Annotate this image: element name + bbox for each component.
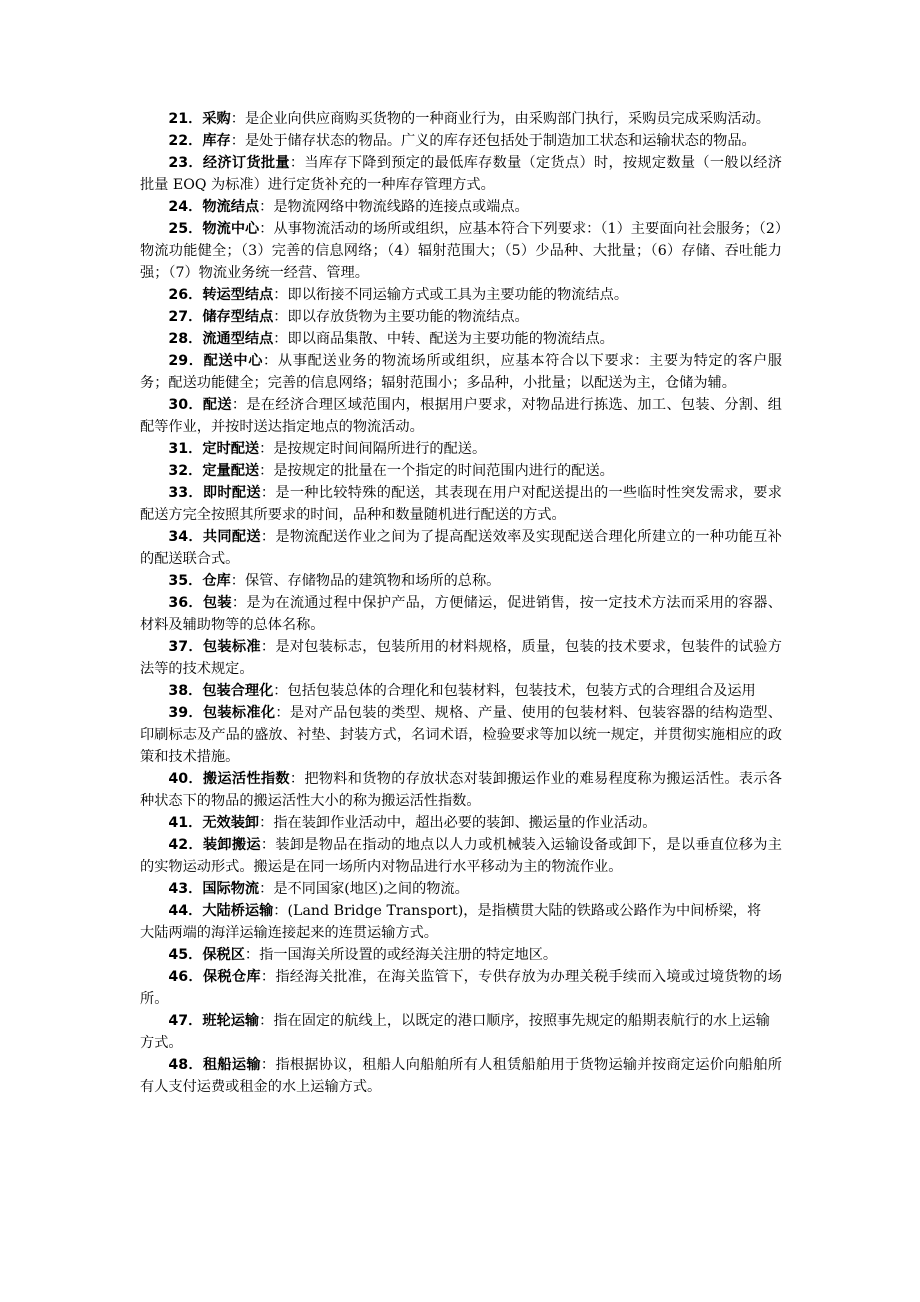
entry-definition: 当库存下降到预定的最低库存数量（定货点）时，按规定数量（一般以经济批量 EOQ 为标准）进行定货补充的一种库存管理方式。: [140, 155, 782, 193]
entry-term: 班轮运输: [202, 1013, 260, 1029]
entry-definition: 包括包装总体的合理化和包装材料，包装技术，包装方式的合理组合及运用: [287, 683, 756, 699]
entry-separator: ：: [259, 463, 274, 479]
definition-entry: [140, 108, 782, 130]
entry-definition: 是对产品包装的类型、规格、产量、使用的包装材料、包装容器的结构造型、印刷标志及产品的盛放、衬垫、封装方式，名词术语，检验要求等加以统一规定，并贯彻实施相应的政策和技术措施。: [140, 705, 782, 765]
entry-separator: ：: [230, 573, 245, 589]
entry-separator: ：: [231, 595, 247, 611]
entry-separator: ：: [260, 529, 276, 545]
entry-definition: 把物料和货物的存放状态对装卸搬运作业的难易程度称为搬运活性。表示各种状态下的物品的搬运活性大小的称为搬运活性指数。: [140, 771, 782, 809]
definition-entry: [140, 592, 782, 636]
entry-number-dot: ．: [188, 573, 203, 589]
definition-entry: [140, 482, 782, 526]
entry-number-dot: ．: [188, 221, 203, 237]
entry-number: 47: [168, 1013, 189, 1029]
entry-term: 无效装卸: [202, 815, 260, 831]
entry-separator: ：: [260, 1057, 276, 1073]
definition-entry: [140, 570, 782, 592]
definition-entry: [140, 944, 782, 966]
entry-number: 29: [168, 353, 189, 369]
entry-separator: ：: [289, 155, 305, 171]
definition-entry: [140, 900, 782, 944]
entry-number-dot: ．: [188, 463, 203, 479]
entry-separator: ：: [273, 683, 288, 699]
entry-number-dot: ．: [188, 155, 203, 171]
entry-number: 25: [168, 221, 189, 237]
entry-definition: 是按规定的批量在一个指定的时间范围内进行的配送。: [273, 463, 614, 479]
definition-entry: [140, 306, 782, 328]
definition-entry: [140, 966, 782, 1010]
entry-number-dot: ．: [188, 947, 203, 963]
entry-term: 定时配送: [202, 441, 260, 457]
definition-entry: [140, 636, 782, 680]
entry-term: 物流结点: [202, 199, 260, 215]
entry-continuation: 大陆两端的海洋运输连接起来的连贯运输方式。: [140, 925, 438, 941]
entry-number-dot: ．: [188, 1057, 203, 1073]
entry-term: 装卸搬运: [202, 837, 261, 853]
entry-definition: 指在装卸作业活动中，超出必要的装卸、搬运量的作业活动。: [273, 815, 657, 831]
definition-entry: [140, 284, 782, 306]
entry-definition: 装卸是物品在指动的地点以人力或机械装入运输设备或卸下，是以垂直位移为主的实物运动形式。搬运是在同一场所内对物品进行水平移动为主的物流作业。: [140, 837, 782, 875]
entry-term: 储存型结点: [202, 309, 274, 325]
entry-term: 包装: [202, 595, 232, 611]
entry-number: 33: [168, 485, 189, 501]
entry-separator: ：: [259, 881, 274, 897]
entry-separator: ：: [273, 331, 288, 347]
entry-separator: ：: [273, 903, 288, 919]
entry-separator: ：: [275, 705, 290, 721]
entry-term: 包装标准化: [202, 705, 276, 721]
entry-number-dot: ．: [188, 837, 203, 853]
entry-separator: ：: [231, 397, 247, 413]
entry-definition: 指经海关批准，在海关监管下，专供存放为办理关税手续而入境或过境货物的场所。: [140, 969, 782, 1007]
entry-number-dot: ．: [188, 881, 203, 897]
entry-definition: 指在固定的航线上，以既定的港口顺序，按照事先规定的船期表航行的水上运输: [273, 1013, 770, 1029]
entry-term: 经济订货批量: [202, 155, 290, 171]
entry-separator: ：: [260, 639, 276, 655]
entry-number-dot: ．: [188, 771, 203, 787]
definition-entry: [140, 130, 782, 152]
entry-term: 大陆桥运输: [202, 903, 274, 919]
entry-number: 27: [168, 309, 189, 325]
entry-number: 41: [168, 815, 189, 831]
entry-term: 包装合理化: [202, 683, 274, 699]
definition-entry: [140, 196, 782, 218]
entry-term: 转运型结点: [202, 287, 274, 303]
entry-term: 即时配送: [202, 485, 261, 501]
entry-separator: ：: [260, 485, 276, 501]
entry-number: 28: [168, 331, 189, 347]
document-body: [140, 108, 782, 1098]
entry-number: 42: [168, 837, 189, 853]
entry-number: 35: [168, 573, 189, 589]
definition-entry: [140, 152, 782, 196]
entry-definition: 是按规定时间间隔所进行的配送。: [273, 441, 487, 457]
entry-number: 39: [168, 705, 189, 721]
entry-number-dot: ．: [188, 705, 203, 721]
entry-separator: ：: [289, 771, 305, 787]
entry-number-dot: ．: [188, 309, 203, 325]
entry-term: 配送: [202, 397, 232, 413]
definition-entry: [140, 526, 782, 570]
entry-number: 45: [168, 947, 189, 963]
definition-entry: [140, 460, 782, 482]
entry-term: 定量配送: [202, 463, 260, 479]
entry-number: 40: [168, 771, 189, 787]
entry-separator: ：: [230, 133, 245, 149]
entry-number-dot: ．: [188, 111, 203, 127]
entry-definition: 是不同国家(地区)之间的物流。: [273, 881, 469, 897]
entry-number: 31: [168, 441, 189, 457]
entry-definition: 指根据协议，租船人向船舶所有人租赁船舶用于货物运输并按商定运价向船舶所有人支付运费或租金的水上运输方式。: [140, 1057, 782, 1095]
entry-number-dot: ．: [188, 353, 204, 369]
entry-number: 24: [168, 199, 189, 215]
entry-number-dot: ．: [188, 331, 203, 347]
entry-number: 38: [168, 683, 189, 699]
entry-definition: (Land Bridge Transport)，是指横贯大陆的铁路或公路作为中间桥梁，将: [287, 903, 762, 919]
entry-number-dot: ．: [188, 639, 203, 655]
entry-term: 国际物流: [202, 881, 260, 897]
entry-definition: 是在经济合理区域范围内，根据用户要求，对物品进行拣选、加工、包装、分割、组配等作业，并按时送达指定地点的物流活动。: [140, 397, 782, 435]
definition-entry: [140, 878, 782, 900]
definition-entry: [140, 702, 782, 768]
entry-number-dot: ．: [188, 199, 203, 215]
entry-separator: ：: [259, 221, 274, 237]
entry-number-dot: ．: [188, 133, 203, 149]
definition-entry: [140, 1010, 782, 1054]
entry-separator: ：: [263, 353, 278, 369]
entry-definition: 是处于储存状态的物品。广义的库存还包括处于制造加工状态和运输状态的物品。: [244, 133, 756, 149]
entry-term: 保税区: [202, 947, 245, 963]
entry-definition: 是物流网络中物流线路的连接点或端点。: [273, 199, 529, 215]
entry-separator: ：: [273, 287, 288, 303]
entry-separator: ：: [259, 441, 274, 457]
definition-entry: [140, 438, 782, 460]
definition-entry: [140, 218, 782, 284]
entry-separator: ：: [230, 111, 245, 127]
entry-number-dot: ．: [188, 397, 203, 413]
entry-number-dot: ．: [188, 529, 203, 545]
entry-definition: 即以商品集散、中转、配送为主要功能的物流结点。: [287, 331, 614, 347]
entry-separator: ：: [260, 837, 276, 853]
entry-number: 48: [168, 1057, 189, 1073]
entry-term: 共同配送: [202, 529, 261, 545]
definition-entry: [140, 680, 782, 702]
entry-number-dot: ．: [188, 903, 203, 919]
entry-separator: ：: [244, 947, 260, 963]
entry-number-dot: ．: [188, 287, 203, 303]
entry-definition: 是企业向供应商购买货物的一种商业行为，由采购部门执行，采购员完成采购活动。: [244, 111, 770, 127]
entry-definition: 是对包装标志，包装所用的材料规格，质量，包装的技术要求，包装件的试验方法等的技术规定。: [140, 639, 782, 677]
entry-number-dot: ．: [188, 441, 203, 457]
entry-number-dot: ．: [188, 969, 203, 985]
entry-separator: ：: [260, 969, 276, 985]
definition-entry: [140, 812, 782, 834]
definition-entry: [140, 1054, 782, 1098]
entry-separator: ：: [259, 199, 274, 215]
entry-number: 36: [168, 595, 189, 611]
entry-definition: 保管、存储物品的建筑物和场所的总称。: [244, 573, 501, 589]
definition-entry: [140, 350, 782, 394]
definition-entry: [140, 328, 782, 350]
entry-term: 仓库: [202, 573, 231, 589]
definition-entry: [140, 394, 782, 438]
entry-definition: 即以存放货物为主要功能的物流结点。: [287, 309, 529, 325]
entry-number: 34: [168, 529, 189, 545]
entry-separator: ：: [273, 309, 288, 325]
entry-separator: ：: [259, 1013, 274, 1029]
entry-separator: ：: [259, 815, 274, 831]
entry-term: 保税仓库: [202, 969, 261, 985]
entry-term: 库存: [202, 133, 231, 149]
entry-definition: 是为在流通过程中保护产品，方便储运，促进销售，按一定技术方法而采用的容器、材料及辅助物等的总体名称。: [140, 595, 782, 633]
entry-continuation: 方式。: [140, 1035, 183, 1051]
definition-entry: [140, 768, 782, 812]
entry-number: 32: [168, 463, 189, 479]
entry-term: 流通型结点: [202, 331, 274, 347]
entry-definition: 从事配送业务的物流场所或组织，应基本符合以下要求：主要为特定的客户服务；配送功能健全；完善的信息网络；辐射范围小；多品种，小批量；以配送为主，仓储为辅。: [140, 353, 782, 391]
entry-definition: 即以衔接不同运输方式或工具为主要功能的物流结点。: [287, 287, 629, 303]
entry-number: 44: [168, 903, 189, 919]
entry-term: 包装标准: [202, 639, 261, 655]
entry-number: 26: [168, 287, 189, 303]
entry-term: 采购: [202, 111, 231, 127]
entry-definition: 是物流配送作业之间为了提高配送效率及实现配送合理化所建立的一种功能互补的配送联合式。: [140, 529, 782, 567]
entry-number-dot: ．: [188, 485, 203, 501]
entry-term: 配送中心: [203, 353, 264, 369]
entry-number: 21: [168, 111, 189, 127]
entry-term: 搬运活性指数: [202, 771, 290, 787]
entry-definition: 指一国海关所设置的或经海关注册的特定地区。: [259, 947, 558, 963]
entry-term: 物流中心: [202, 221, 260, 237]
entry-number: 43: [168, 881, 189, 897]
entry-number-dot: ．: [188, 595, 203, 611]
entry-number-dot: ．: [188, 815, 203, 831]
definition-entry: [140, 834, 782, 878]
entry-number: 23: [168, 155, 189, 171]
entry-number: 22: [168, 133, 189, 149]
entry-number: 30: [168, 397, 189, 413]
entry-term: 租船运输: [202, 1057, 261, 1073]
entry-number: 46: [168, 969, 189, 985]
entry-number-dot: ．: [188, 683, 203, 699]
entry-number: 37: [168, 639, 189, 655]
entry-definition: 是一种比较特殊的配送，其表现在用户对配送提出的一些临时性突发需求，要求配送方完全按照其所要求的时间，品种和数量随机进行配送的方式。: [140, 485, 782, 523]
entry-number-dot: ．: [188, 1013, 203, 1029]
entry-definition: 从事物流活动的场所或组织，应基本符合下列要求：（1）主要面向社会服务；（2）物流功能健全；（3）完善的信息网络；（4）辐射范围大；（5）少品种、大批量；（6）存储、吞吐能力强；（7）物流业务统一经营、管理。: [140, 221, 782, 281]
